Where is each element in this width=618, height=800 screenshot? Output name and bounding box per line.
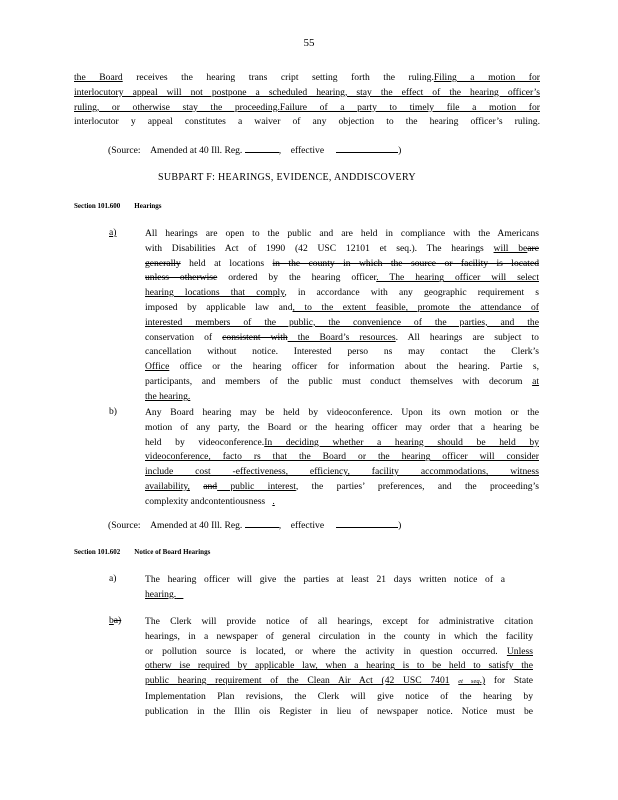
text-line: hearing. (145, 588, 177, 600)
text-line: Office office or the hearing officer for information about the hearing. Partie s, (145, 361, 539, 373)
text-line: The Clerk will provide notice of all hearings, except for administrative citation (145, 616, 533, 627)
section-title: Notice of Board Hearings (134, 548, 211, 556)
text-line: publication in the Illin ois Register in lieu of newspaper notice. Notice must be (145, 705, 533, 717)
text-line: cancellation without notice. Interested perso ns may contact the Clerk’s (145, 346, 539, 358)
page-number: 55 (303, 37, 315, 49)
text-line: public hearing requirement of the Clean Air Act (42 USC 7401 et seq.) for State (145, 675, 534, 687)
text-line: motion of any party, the Board or the hearing officer may order that a hearing be (145, 421, 539, 433)
blank-line (336, 518, 398, 528)
intro-paragraph (74, 71, 540, 130)
text-line: Implementation Plan revisions, the Clerk will give notice of the hearing by (145, 690, 533, 702)
text-line: participants, and members of the public must conduct themselves with decorum at (145, 375, 540, 387)
section-heading (74, 202, 162, 210)
text-line: complexity andcontentiousness . (145, 495, 275, 507)
text-line: hearings, in a newspaper of general circulation in the county in which the facility (145, 630, 533, 642)
text-line: otherw ise required by applicable law, when a hearing is to be held to satisfy the (145, 660, 533, 672)
text-line: unless otherwise ordered by the hearing officer. The hearing officer will select (145, 272, 539, 284)
text-line: interlocutory appeal will not postpone a scheduled hearing, stay the effect of the hearing officer’s (74, 86, 540, 98)
text-line: imposed by applicable law and, to the extent feasible, promote the attendance of (145, 301, 539, 313)
paragraph-label: a) (109, 227, 117, 238)
text-line: Any Board hearing may be held by videoconference. Upon its own motion or the (145, 407, 539, 418)
section-title: Hearings (134, 202, 162, 210)
paragraph-label: a) (109, 573, 117, 584)
blank-line (245, 143, 279, 153)
text-line: interlocutor y appeal constitutes a waiver of any objection to the hearing officer’s ruling. (74, 116, 540, 128)
text-line: the hearing. (145, 390, 191, 402)
paragraph-label: ba) (109, 615, 122, 626)
text-line: with Disabilities Act of 1990 (42 USC 12101 et seq.). The hearings will beare (145, 242, 539, 254)
text-line: the Board receives the hearing trans cript setting forth the ruling.Filing a motion for (74, 72, 540, 83)
paragraph-602b (145, 615, 533, 720)
subpart-heading: SUBPART F: HEARINGS, EVIDENCE, ANDDISCOVERY (158, 172, 416, 183)
section-number: Section 101.602 (74, 548, 121, 556)
blank-line (336, 143, 398, 153)
source-note: (Source: Amended at 40 Ill. Reg. , effective ) (108, 520, 402, 531)
text-line: hearing locations that comply, in accordance with any geographic requirement s (145, 287, 539, 299)
text-line: availability, and public interest, the parties’ preferences, and the proceeding’s (145, 480, 539, 492)
text-line: videoconference, facto rs that the Board or the hearing officer will consider (145, 451, 539, 463)
paragraph-a (145, 227, 539, 405)
text-line: held by videoconference.In deciding whether a hearing should be held by (145, 436, 540, 448)
text-line: The hearing officer will give the parties at least 21 days written notice of a (145, 574, 505, 585)
section-heading (74, 548, 210, 556)
source-note: (Source: Amended at 40 Ill. Reg. , effective ) (108, 145, 402, 156)
blank-line (245, 518, 279, 528)
paragraph-label: b) (109, 406, 117, 417)
text-line: interested members of the public, the convenience of the parties, and the (145, 316, 539, 328)
text-line: generally held at locations in the county in which the source or facility is located (145, 257, 539, 269)
text-line: include cost -effectiveness, efficiency, facility accommodations, witness (145, 466, 539, 478)
paragraph-602a (145, 573, 505, 603)
text-line: or pollution source is located, or where the activity in question occurred. Unless (145, 645, 533, 657)
text-line: All hearings are open to the public and are held in compliance with the Americans (145, 228, 539, 239)
paragraph-b (145, 406, 539, 510)
text-line: ruling, or otherwise stay the proceeding.Failure of a party to timely file a motion for (74, 101, 540, 113)
section-number: Section 101.600 (74, 202, 121, 210)
text-line: conservation of consistent with the Board’s resources. All hearings are subject to (145, 331, 539, 343)
